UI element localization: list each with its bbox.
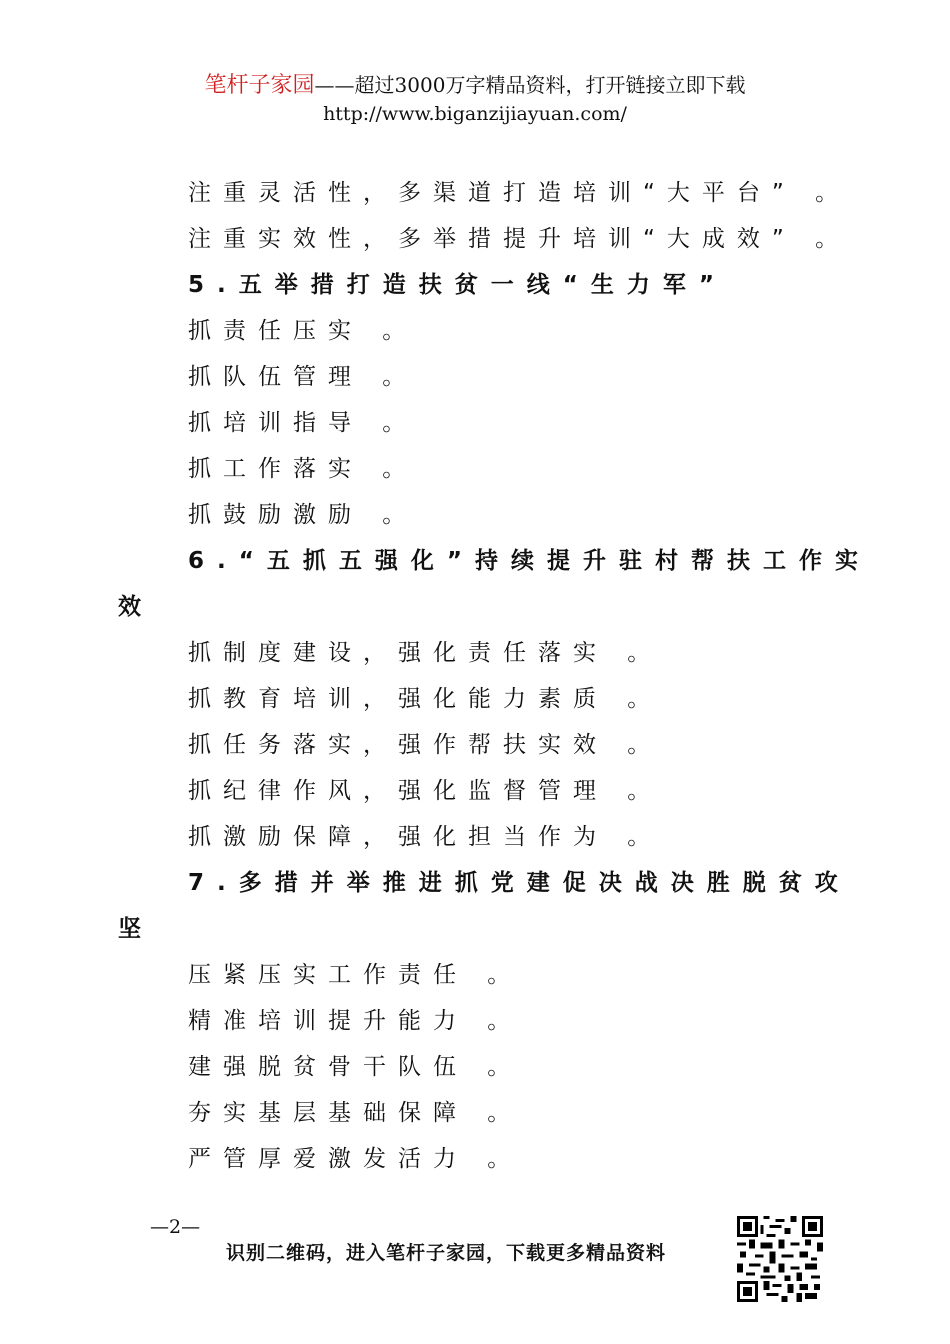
body-line: 抓制度建设，强化责任落实 。 bbox=[188, 640, 663, 666]
body-line: 抓任务落实，强作帮扶实效 。 bbox=[188, 732, 663, 758]
body-line: 抓队伍管理 。 bbox=[188, 364, 418, 390]
body-line: 抓教育培训，强化能力素质 。 bbox=[188, 686, 663, 712]
body-line: 压紧压实工作责任 。 bbox=[188, 962, 523, 988]
body-line: 精准培训提升能力 。 bbox=[188, 1008, 523, 1034]
page-number: —2— bbox=[150, 1216, 201, 1238]
body-line: 注重灵活性，多渠道打造培训“大平台” 。 bbox=[188, 180, 851, 206]
qr-code-icon[interactable] bbox=[737, 1216, 823, 1302]
body-line: 严管厚爱激发活力 。 bbox=[188, 1146, 523, 1172]
header-banner bbox=[0, 70, 950, 101]
section-heading: 6.“五抓五强化”持续提升驻村帮扶工作实 bbox=[188, 548, 871, 574]
section-heading-continuation: 坚 bbox=[118, 916, 154, 942]
section-heading: 7.多措并举推进抓党建促决战决胜脱贫攻 bbox=[188, 870, 851, 896]
body-line: 建强脱贫骨干队伍 。 bbox=[188, 1054, 523, 1080]
section-heading: 5.五举措打造扶贫一线“生力军” bbox=[188, 272, 727, 298]
header-url[interactable]: http://www.biganzijiayuan.com/ bbox=[323, 103, 627, 125]
header-tagline: ——超过3000万字精品资料，打开链接立即下载 bbox=[314, 73, 746, 97]
body-line: 抓激励保障，强化担当作为 。 bbox=[188, 824, 663, 850]
body-line: 抓纪律作风，强化监督管理 。 bbox=[188, 778, 663, 804]
qr-caption: 识别二维码，进入笔杆子家园，下载更多精品资料 bbox=[226, 1242, 667, 1264]
page-header bbox=[0, 70, 950, 127]
body-line: 夯实基层基础保障 。 bbox=[188, 1100, 523, 1126]
document-body bbox=[118, 170, 871, 1182]
body-line: 抓责任压实 。 bbox=[188, 318, 418, 344]
body-line: 注重实效性，多举措提升培训“大成效” 。 bbox=[188, 226, 851, 252]
section-heading-continuation: 效 bbox=[118, 594, 154, 620]
body-line: 抓培训指导 。 bbox=[188, 410, 418, 436]
header-brand: 笔杆子家园 bbox=[204, 73, 315, 98]
body-line: 抓工作落实 。 bbox=[188, 456, 418, 482]
body-line: 抓鼓励激励 。 bbox=[188, 502, 418, 528]
